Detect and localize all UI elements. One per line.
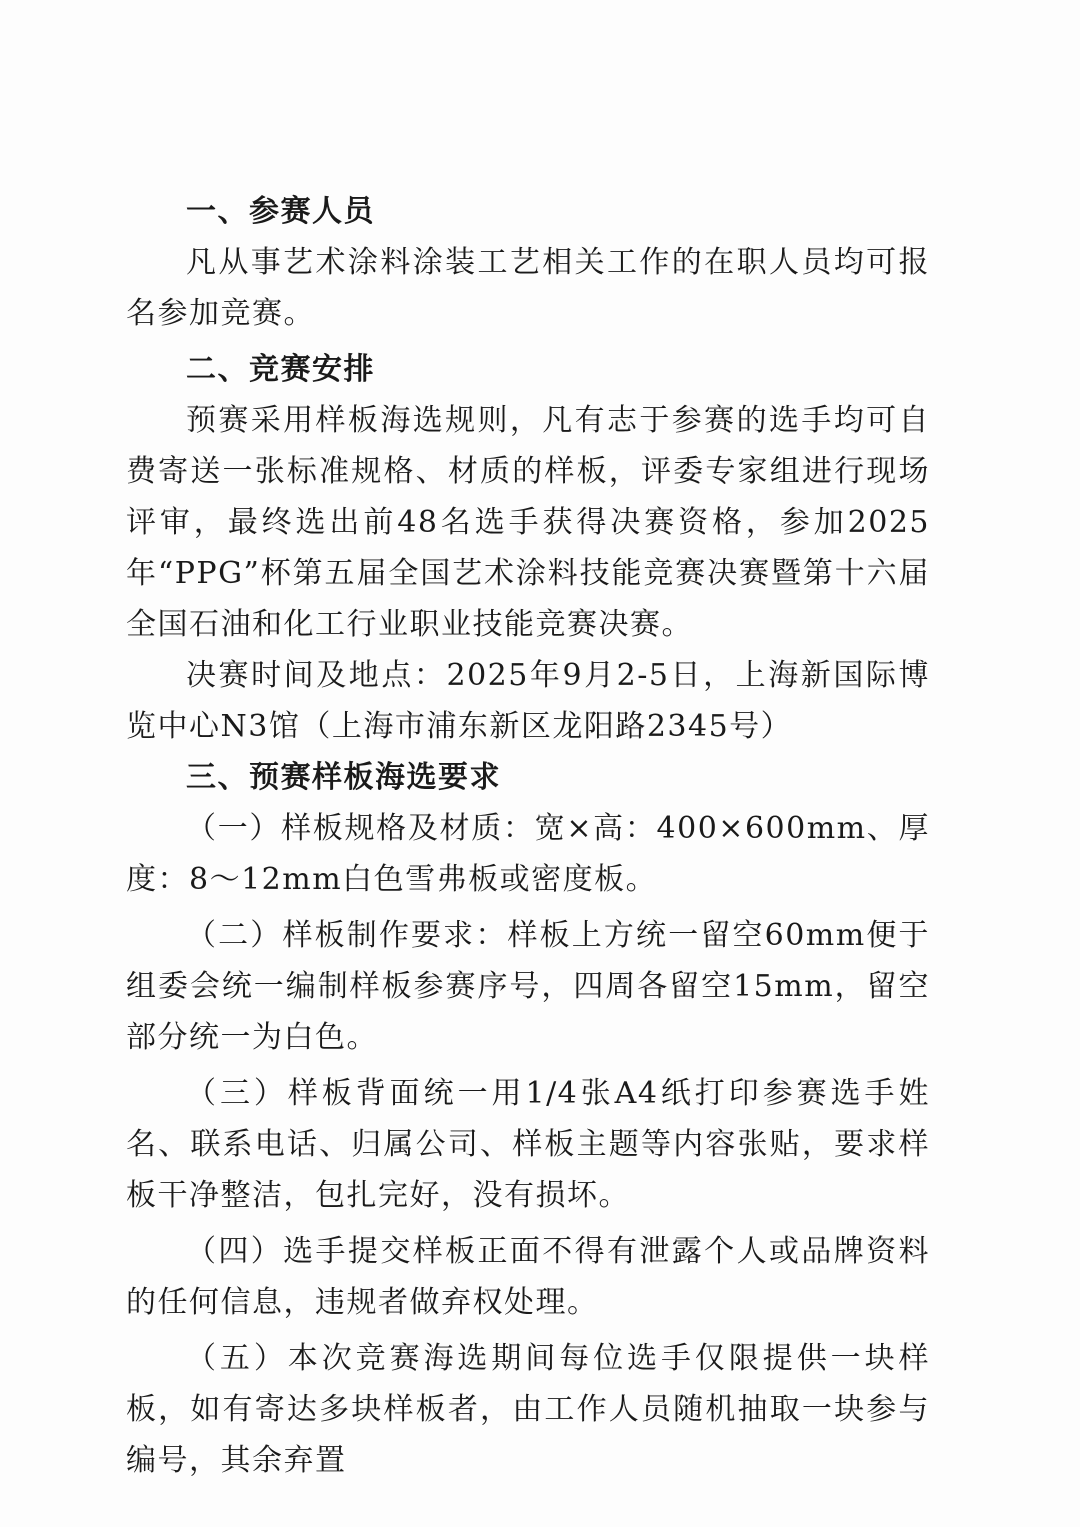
paragraph-requirement-5: （五）本次竞赛海选期间每位选手仅限提供一块样板，如有寄达多块样板者，由工作人员随机抽取一块参与编号，其余弃置 bbox=[126, 1341, 930, 1478]
paragraph-final-time-location: 决赛时间及地点：2025年9月2-5日，上海新国际博览中心N3馆（上海市浦东新区龙阳路2345号） bbox=[126, 658, 930, 744]
paragraph-preliminary-rules: 预赛采用样板海选规则，凡有志于参赛的选手均可自费寄送一张标准规格、材质的样板，评委专家组进行现场评审，最终选出前48名选手获得决赛资格，参加2025年“PPG”杯第五届全国艺术涂料技能竞赛决赛暨第十六届全国石油和化工行业职业技能竞赛决赛。 bbox=[126, 403, 930, 642]
paragraph-requirement-3: （三）样板背面统一用1/4张A4纸打印参赛选手姓名、联系电话、归属公司、样板主题等内容张贴，要求样板干净整洁，包扎完好，没有损坏。 bbox=[126, 1076, 930, 1213]
paragraph-requirement-4: （四）选手提交样板正面不得有泄露个人或品牌资料的任何信息，违规者做弃权处理。 bbox=[126, 1234, 930, 1320]
paragraph-participants: 凡从事艺术涂料涂装工艺相关工作的在职人员均可报名参加竞赛。 bbox=[126, 245, 930, 331]
section-heading-sample-requirements: 三、预赛样板海选要求 bbox=[186, 760, 501, 795]
paragraph-requirement-2: （二）样板制作要求：样板上方统一留空60mm便于组委会统一编制样板参赛序号，四周各留空15mm，留空部分统一为白色。 bbox=[126, 918, 930, 1055]
section-heading-participants: 一、参赛人员 bbox=[186, 194, 375, 229]
paragraph-requirement-1: （一）样板规格及材质：宽×高：400×600mm、厚度：8～12mm白色雪弗板或密度板。 bbox=[126, 811, 930, 897]
document-body bbox=[126, 186, 930, 1486]
section-heading-arrangement: 二、竞赛安排 bbox=[186, 352, 375, 387]
